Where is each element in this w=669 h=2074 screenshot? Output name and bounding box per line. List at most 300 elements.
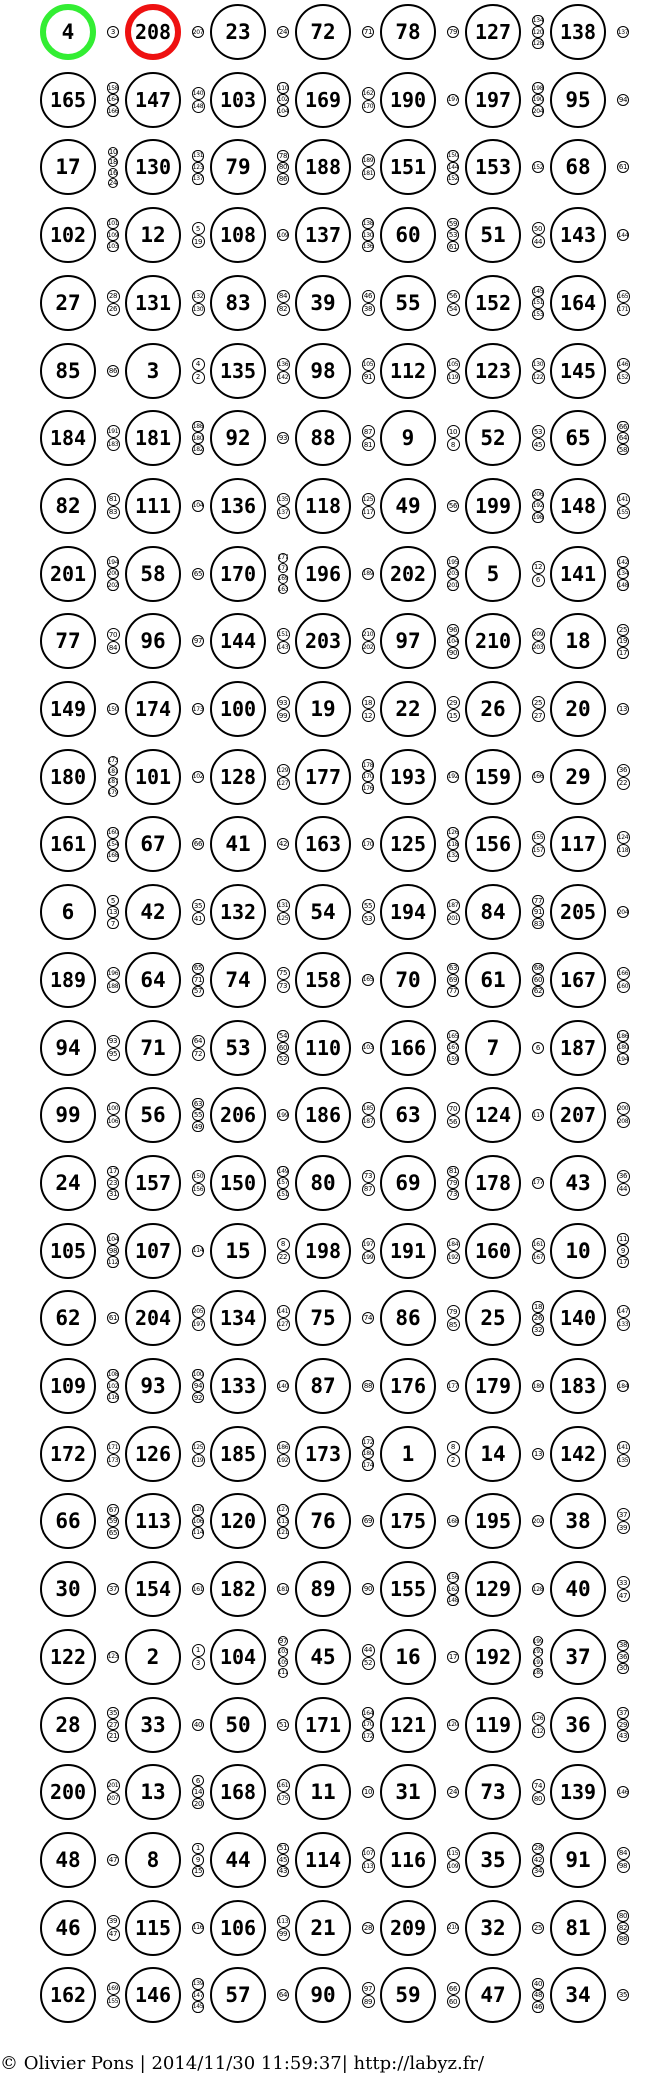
cell-number[interactable]: 174 bbox=[125, 681, 181, 737]
move-hint: 174 bbox=[362, 1459, 374, 1471]
cell-number[interactable]: 125 bbox=[380, 816, 436, 872]
cell-number[interactable]: 160 bbox=[465, 1223, 521, 1279]
cell-number[interactable]: 16 bbox=[380, 1629, 436, 1685]
move-hint: 160 bbox=[107, 827, 119, 839]
cell-number[interactable]: 209 bbox=[380, 1900, 436, 1956]
cell-number[interactable]: 108 bbox=[210, 207, 266, 263]
move-hint: 191 bbox=[532, 1658, 544, 1666]
move-hint: 14 bbox=[193, 1788, 203, 1797]
cell-number[interactable]: 124 bbox=[465, 1087, 521, 1143]
cell-number[interactable]: 147 bbox=[125, 72, 181, 128]
cell-number[interactable]: 150 bbox=[210, 1155, 266, 1211]
cell-number[interactable]: 172 bbox=[40, 1426, 96, 1482]
cell-number[interactable]: 25 bbox=[465, 1290, 521, 1346]
cell-number[interactable]: 109 bbox=[40, 1358, 96, 1414]
cell-number[interactable]: 92 bbox=[210, 410, 266, 466]
cell-number[interactable]: 137 bbox=[295, 207, 351, 263]
cell-number[interactable]: 77 bbox=[40, 613, 96, 669]
cell-number[interactable]: 187 bbox=[550, 1020, 606, 1076]
cell-number[interactable]: 210 bbox=[465, 613, 521, 669]
cell-number[interactable]: 82 bbox=[40, 478, 96, 534]
cell-number[interactable]: 111 bbox=[125, 478, 181, 534]
cell-number[interactable]: 148 bbox=[550, 478, 606, 534]
cell-number[interactable]: 53 bbox=[210, 1020, 266, 1076]
cell-number[interactable]: 85 bbox=[40, 343, 96, 399]
cell-number[interactable]: 13 bbox=[125, 1764, 181, 1820]
move-hint: 124 bbox=[617, 831, 630, 844]
move-hint: 88 bbox=[363, 1382, 373, 1390]
cell-number[interactable]: 195 bbox=[465, 1493, 521, 1549]
move-hint: 52 bbox=[278, 1055, 288, 1063]
cell-number[interactable]: 9 bbox=[380, 410, 436, 466]
cell-number[interactable]: 116 bbox=[380, 1832, 436, 1888]
cell-number[interactable]: 193 bbox=[380, 749, 436, 805]
move-hint: 81 bbox=[362, 438, 375, 451]
cell-number[interactable]: 11 bbox=[295, 1764, 351, 1820]
cell-number[interactable]: 191 bbox=[380, 1223, 436, 1279]
move-hint: 100 bbox=[107, 1102, 120, 1115]
cell-number[interactable]: 163 bbox=[295, 816, 351, 872]
cell-number[interactable]: 154 bbox=[125, 1561, 181, 1617]
cell-number[interactable]: 112 bbox=[380, 343, 436, 399]
cell-number[interactable]: 88 bbox=[295, 410, 351, 466]
cell-number[interactable]: 189 bbox=[40, 952, 96, 1008]
cell-number[interactable]: 186 bbox=[295, 1087, 351, 1143]
move-hint: 93 bbox=[278, 434, 288, 443]
cell-number[interactable]: 15 bbox=[210, 1223, 266, 1279]
cell-number[interactable]: 73 bbox=[465, 1764, 521, 1820]
cell-number[interactable]: 56 bbox=[125, 1087, 181, 1143]
move-hint: 170 bbox=[362, 838, 374, 850]
cell-number[interactable]: 207 bbox=[550, 1087, 606, 1143]
cell-number[interactable]: 122 bbox=[40, 1629, 96, 1685]
cell-number[interactable]: 39 bbox=[295, 275, 351, 331]
move-hint: 181 bbox=[362, 167, 375, 180]
cell-number[interactable]: 50 bbox=[210, 1697, 266, 1753]
cell-number[interactable]: 185 bbox=[210, 1426, 266, 1482]
cell-number[interactable]: 44 bbox=[210, 1832, 266, 1888]
cell-number[interactable]: 135 bbox=[210, 343, 266, 399]
move-hint: 113 bbox=[277, 1915, 290, 1928]
move-hint: 56 bbox=[447, 1115, 460, 1128]
move-hint: 168 bbox=[447, 1515, 459, 1527]
move-hint: 42 bbox=[278, 840, 288, 849]
cell-number[interactable]: 12 bbox=[125, 207, 181, 263]
cell-number[interactable]: 143 bbox=[550, 207, 606, 263]
cell-number[interactable]: 28 bbox=[40, 1697, 96, 1753]
move-hint: 115 bbox=[447, 1847, 460, 1860]
cell-number[interactable]: 151 bbox=[380, 139, 436, 195]
cell-number[interactable]: 201 bbox=[40, 546, 96, 602]
cell-number[interactable]: 182 bbox=[210, 1561, 266, 1617]
move-hint: 64 bbox=[192, 1035, 205, 1048]
move-hint: 130 bbox=[192, 303, 205, 316]
cell-number[interactable]: 94 bbox=[40, 1020, 96, 1076]
move-hint: 150 bbox=[192, 1170, 205, 1183]
cell-number[interactable]: 95 bbox=[550, 72, 606, 128]
cell-number[interactable]: 134 bbox=[210, 1290, 266, 1346]
cell-number[interactable]: 157 bbox=[125, 1155, 181, 1211]
move-hint: 13 bbox=[618, 705, 628, 713]
goal-cell-number[interactable]: 208 bbox=[125, 4, 181, 60]
move-hint: 172 bbox=[362, 1436, 374, 1448]
move-hint: 168 bbox=[107, 850, 119, 862]
cell-number[interactable]: 128 bbox=[210, 749, 266, 805]
cell-number[interactable]: 104 bbox=[210, 1629, 266, 1685]
cell-number[interactable]: 165 bbox=[40, 72, 96, 128]
cell-number[interactable]: 24 bbox=[40, 1155, 96, 1211]
move-hint: 70 bbox=[107, 628, 120, 641]
cell-number[interactable]: 107 bbox=[125, 1223, 181, 1279]
move-hint: 145 bbox=[192, 2001, 204, 2013]
cell-number[interactable]: 145 bbox=[550, 343, 606, 399]
cell-number[interactable]: 86 bbox=[380, 1290, 436, 1346]
cell-number[interactable]: 72 bbox=[295, 4, 351, 60]
move-hint: 129 bbox=[277, 764, 290, 777]
move-hint: 171 bbox=[107, 1441, 120, 1454]
cell-number[interactable]: 70 bbox=[380, 952, 436, 1008]
cell-number[interactable]: 14 bbox=[465, 1426, 521, 1482]
cell-number[interactable]: 179 bbox=[465, 1358, 521, 1414]
move-hint: 135 bbox=[277, 493, 290, 506]
move-hint: 169 bbox=[107, 1982, 120, 1995]
cell-number[interactable]: 38 bbox=[550, 1493, 606, 1549]
cell-number[interactable]: 81 bbox=[550, 1900, 606, 1956]
cell-number[interactable]: 166 bbox=[380, 1020, 436, 1076]
cell-number[interactable]: 204 bbox=[125, 1290, 181, 1346]
move-hint: 180 bbox=[192, 432, 204, 444]
cell-number[interactable]: 106 bbox=[210, 1900, 266, 1956]
cell-number[interactable]: 121 bbox=[380, 1697, 436, 1753]
cell-number[interactable]: 127 bbox=[465, 4, 521, 60]
cell-number[interactable]: 5 bbox=[465, 546, 521, 602]
cell-number[interactable]: 27 bbox=[40, 275, 96, 331]
cell-number[interactable]: 167 bbox=[550, 952, 606, 1008]
cell-number[interactable]: 41 bbox=[210, 816, 266, 872]
cell-number[interactable]: 168 bbox=[210, 1764, 266, 1820]
cell-number[interactable]: 61 bbox=[465, 952, 521, 1008]
cell-number[interactable]: 37 bbox=[550, 1629, 606, 1685]
cell-number[interactable]: 101 bbox=[125, 749, 181, 805]
cell-number[interactable]: 118 bbox=[295, 478, 351, 534]
cell-number[interactable]: 90 bbox=[295, 1967, 351, 2023]
cell-number[interactable]: 183 bbox=[550, 1358, 606, 1414]
start-cell-number[interactable]: 4 bbox=[40, 4, 96, 60]
cell-number[interactable]: 196 bbox=[295, 546, 351, 602]
cell-number[interactable]: 64 bbox=[125, 952, 181, 1008]
cell-number[interactable]: 76 bbox=[295, 1493, 351, 1549]
cell-number[interactable]: 149 bbox=[40, 681, 96, 737]
move-hint: 130 bbox=[532, 358, 545, 371]
cell-number[interactable]: 123 bbox=[465, 343, 521, 399]
cell-number[interactable]: 205 bbox=[550, 884, 606, 940]
move-hint: 165 bbox=[447, 1030, 459, 1042]
cell-number[interactable]: 114 bbox=[295, 1832, 351, 1888]
move-hint: 119 bbox=[192, 1454, 205, 1467]
cell-number[interactable]: 136 bbox=[210, 478, 266, 534]
move-hint: 152 bbox=[532, 161, 544, 173]
cell-number[interactable]: 32 bbox=[465, 1900, 521, 1956]
cell-number[interactable]: 133 bbox=[210, 1358, 266, 1414]
cell-number[interactable]: 54 bbox=[295, 884, 351, 940]
cell-number[interactable]: 102 bbox=[40, 207, 96, 263]
cell-number[interactable]: 175 bbox=[380, 1493, 436, 1549]
cell-number[interactable]: 30 bbox=[40, 1561, 96, 1617]
cell-number[interactable]: 153 bbox=[465, 139, 521, 195]
move-hint: 120 bbox=[192, 1504, 204, 1516]
move-hint: 127 bbox=[277, 777, 290, 790]
move-hint: 103 bbox=[362, 1042, 374, 1054]
cell-number[interactable]: 93 bbox=[125, 1358, 181, 1414]
cell-number[interactable]: 115 bbox=[125, 1900, 181, 1956]
move-hint: 61 bbox=[618, 163, 628, 172]
cell-number[interactable]: 26 bbox=[465, 681, 521, 737]
cell-number[interactable]: 74 bbox=[210, 952, 266, 1008]
move-hint: 142 bbox=[277, 371, 290, 384]
cell-number[interactable]: 80 bbox=[295, 1155, 351, 1211]
cell-number[interactable]: 60 bbox=[380, 207, 436, 263]
cell-number[interactable]: 7 bbox=[465, 1020, 521, 1076]
move-hint: 201 bbox=[447, 912, 460, 925]
cell-number[interactable]: 131 bbox=[125, 275, 181, 331]
cell-number[interactable]: 17 bbox=[40, 139, 96, 195]
move-hint: 97 bbox=[278, 1637, 288, 1646]
cell-number[interactable]: 20 bbox=[550, 681, 606, 737]
move-hint: 15 bbox=[193, 1867, 203, 1876]
cell-number[interactable]: 49 bbox=[380, 478, 436, 534]
cell-number[interactable]: 132 bbox=[210, 884, 266, 940]
cell-number[interactable]: 117 bbox=[550, 816, 606, 872]
cell-number[interactable]: 10 bbox=[550, 1223, 606, 1279]
cell-number[interactable]: 129 bbox=[465, 1561, 521, 1617]
cell-number[interactable]: 97 bbox=[380, 613, 436, 669]
cell-number[interactable]: 78 bbox=[380, 4, 436, 60]
move-hint: 177 bbox=[447, 1380, 459, 1392]
move-hint: 120 bbox=[447, 1719, 459, 1731]
cell-number[interactable]: 55 bbox=[380, 275, 436, 331]
move-hint: 73 bbox=[277, 980, 290, 993]
move-hint: 90 bbox=[363, 1585, 373, 1594]
cell-number[interactable]: 22 bbox=[380, 681, 436, 737]
cell-number[interactable]: 126 bbox=[125, 1426, 181, 1482]
cell-number[interactable]: 184 bbox=[40, 410, 96, 466]
move-hint: 2 bbox=[447, 1454, 460, 1467]
move-hint: 195 bbox=[447, 556, 459, 568]
cell-number[interactable]: 65 bbox=[550, 410, 606, 466]
cell-number[interactable]: 51 bbox=[465, 207, 521, 263]
cell-number[interactable]: 192 bbox=[465, 1629, 521, 1685]
move-hint: 22 bbox=[617, 777, 630, 790]
move-hint: 104 bbox=[107, 1233, 119, 1245]
cell-number[interactable]: 42 bbox=[125, 884, 181, 940]
cell-number[interactable]: 178 bbox=[465, 1155, 521, 1211]
cell-number[interactable]: 100 bbox=[210, 681, 266, 737]
cell-number[interactable]: 110 bbox=[295, 1020, 351, 1076]
move-hint: 65 bbox=[193, 964, 203, 973]
cell-number[interactable]: 170 bbox=[210, 546, 266, 602]
cell-number[interactable]: 33 bbox=[125, 1697, 181, 1753]
move-hint: 157 bbox=[532, 844, 545, 857]
move-hint: 36 bbox=[618, 1652, 628, 1661]
cell-number[interactable]: 146 bbox=[125, 1967, 181, 2023]
move-hint: 16 bbox=[108, 168, 118, 177]
cell-number[interactable]: 66 bbox=[40, 1493, 96, 1549]
cell-number[interactable]: 152 bbox=[465, 275, 521, 331]
cell-number[interactable]: 198 bbox=[295, 1223, 351, 1279]
cell-number[interactable]: 45 bbox=[295, 1629, 351, 1685]
cell-number[interactable]: 59 bbox=[380, 1967, 436, 2023]
move-hint: 188 bbox=[192, 421, 204, 433]
cell-number[interactable]: 19 bbox=[295, 681, 351, 737]
cell-number[interactable]: 130 bbox=[125, 139, 181, 195]
move-hint: 101 bbox=[107, 218, 119, 230]
move-hint: 144 bbox=[617, 229, 629, 241]
move-hint: 200 bbox=[617, 1102, 630, 1115]
cell-number[interactable]: 159 bbox=[465, 749, 521, 805]
cell-number[interactable]: 58 bbox=[125, 546, 181, 602]
cell-number[interactable]: 140 bbox=[550, 1290, 606, 1346]
move-hint: 158 bbox=[107, 82, 119, 94]
cell-number[interactable]: 18 bbox=[550, 613, 606, 669]
cell-number[interactable]: 162 bbox=[40, 1967, 96, 2023]
cell-number[interactable]: 200 bbox=[40, 1764, 96, 1820]
move-hint: 54 bbox=[278, 1032, 288, 1040]
cell-number[interactable]: 194 bbox=[380, 884, 436, 940]
move-hint: 3 bbox=[192, 1657, 205, 1670]
cell-number[interactable]: 47 bbox=[465, 1967, 521, 2023]
move-hint: 199 bbox=[277, 1109, 289, 1121]
cell-number[interactable]: 103 bbox=[210, 72, 266, 128]
cell-number[interactable]: 173 bbox=[295, 1426, 351, 1482]
cell-number[interactable]: 199 bbox=[465, 478, 521, 534]
move-hint: 13 bbox=[108, 908, 118, 917]
cell-number[interactable]: 156 bbox=[465, 816, 521, 872]
cell-number[interactable]: 177 bbox=[295, 749, 351, 805]
cell-number[interactable]: 2 bbox=[125, 1629, 181, 1685]
cell-number[interactable]: 6 bbox=[40, 884, 96, 940]
cell-number[interactable]: 120 bbox=[210, 1493, 266, 1549]
cell-number[interactable]: 21 bbox=[295, 1900, 351, 1956]
cell-number[interactable]: 46 bbox=[40, 1900, 96, 1956]
cell-number[interactable]: 23 bbox=[210, 4, 266, 60]
cell-number[interactable]: 52 bbox=[465, 410, 521, 466]
cell-number[interactable]: 113 bbox=[125, 1493, 181, 1549]
cell-number[interactable]: 40 bbox=[550, 1561, 606, 1617]
cell-number[interactable]: 180 bbox=[40, 749, 96, 805]
cell-number[interactable]: 181 bbox=[125, 410, 181, 466]
cell-number[interactable]: 57 bbox=[210, 1967, 266, 2023]
cell-number[interactable]: 36 bbox=[550, 1697, 606, 1753]
cell-number[interactable]: 144 bbox=[210, 613, 266, 669]
move-hint: 44 bbox=[617, 1183, 630, 1196]
cell-number[interactable]: 87 bbox=[295, 1358, 351, 1414]
cell-number[interactable]: 62 bbox=[40, 1290, 96, 1346]
cell-number[interactable]: 43 bbox=[550, 1155, 606, 1211]
move-hint: 186 bbox=[277, 1441, 290, 1454]
move-hint: 48 bbox=[533, 1991, 543, 2000]
move-hint: 126 bbox=[532, 1712, 545, 1725]
move-hint: 83 bbox=[533, 919, 543, 928]
cell-number[interactable]: 91 bbox=[550, 1832, 606, 1888]
move-hint: 3 bbox=[107, 26, 119, 38]
cell-number[interactable]: 84 bbox=[465, 884, 521, 940]
cell-number[interactable]: 3 bbox=[125, 343, 181, 399]
move-hint: 153 bbox=[532, 309, 544, 321]
move-hint: 45 bbox=[532, 438, 545, 451]
move-hint: 79 bbox=[448, 28, 458, 36]
cell-number[interactable]: 68 bbox=[550, 139, 606, 195]
cell-number[interactable]: 8 bbox=[125, 1832, 181, 1888]
cell-number[interactable]: 169 bbox=[295, 72, 351, 128]
cell-number[interactable]: 171 bbox=[295, 1697, 351, 1753]
move-hint: 87 bbox=[362, 1183, 375, 1196]
cell-number[interactable]: 105 bbox=[40, 1223, 96, 1279]
cell-number[interactable]: 99 bbox=[40, 1087, 96, 1143]
cell-number[interactable]: 139 bbox=[550, 1764, 606, 1820]
move-hint: 165 bbox=[362, 974, 374, 986]
cell-number[interactable]: 35 bbox=[465, 1832, 521, 1888]
cell-number[interactable]: 155 bbox=[380, 1561, 436, 1617]
cell-number[interactable]: 164 bbox=[550, 275, 606, 331]
cell-number[interactable]: 188 bbox=[295, 139, 351, 195]
cell-number[interactable]: 34 bbox=[550, 1967, 606, 2023]
cell-number[interactable]: 89 bbox=[295, 1561, 351, 1617]
move-hint: 17 bbox=[108, 1167, 118, 1176]
cell-number[interactable]: 1 bbox=[380, 1426, 436, 1482]
move-hint: 73 bbox=[362, 1170, 375, 1183]
cell-number[interactable]: 203 bbox=[295, 613, 351, 669]
move-hint: 207 bbox=[192, 26, 204, 38]
move-hint: 137 bbox=[192, 173, 204, 185]
cell-number[interactable]: 67 bbox=[125, 816, 181, 872]
cell-number[interactable]: 29 bbox=[550, 749, 606, 805]
cell-number[interactable]: 141 bbox=[550, 546, 606, 602]
move-hint: 53 bbox=[448, 231, 458, 240]
cell-number[interactable]: 71 bbox=[125, 1020, 181, 1076]
cell-number[interactable]: 63 bbox=[380, 1087, 436, 1143]
cell-number[interactable]: 202 bbox=[380, 546, 436, 602]
cell-number[interactable]: 190 bbox=[380, 72, 436, 128]
move-hint: 114 bbox=[192, 1245, 204, 1257]
move-hint: 109 bbox=[277, 229, 289, 241]
cell-number[interactable]: 197 bbox=[465, 72, 521, 128]
cell-number[interactable]: 206 bbox=[210, 1087, 266, 1143]
cell-number[interactable]: 98 bbox=[295, 343, 351, 399]
cell-number[interactable]: 142 bbox=[550, 1426, 606, 1482]
cell-number[interactable]: 31 bbox=[380, 1764, 436, 1820]
cell-number[interactable]: 83 bbox=[210, 275, 266, 331]
move-hint: 8 bbox=[447, 438, 460, 451]
move-hint: 187 bbox=[107, 778, 119, 786]
cell-number[interactable]: 161 bbox=[40, 816, 96, 872]
move-hint: 185 bbox=[532, 1669, 544, 1677]
move-hint: 28 bbox=[533, 1844, 543, 1853]
cell-number[interactable]: 69 bbox=[380, 1155, 436, 1211]
cell-number[interactable]: 176 bbox=[380, 1358, 436, 1414]
move-hint: 119 bbox=[447, 371, 460, 384]
cell-number[interactable]: 48 bbox=[40, 1832, 96, 1888]
cell-number[interactable]: 96 bbox=[125, 613, 181, 669]
cell-number[interactable]: 75 bbox=[295, 1290, 351, 1346]
move-hint: 40 bbox=[193, 1720, 203, 1729]
cell-number[interactable]: 79 bbox=[210, 139, 266, 195]
cell-number[interactable]: 119 bbox=[465, 1697, 521, 1753]
move-hint: 193 bbox=[532, 1648, 544, 1656]
move-hint: 78 bbox=[278, 151, 288, 160]
cell-number[interactable]: 138 bbox=[550, 4, 606, 60]
move-hint: 154 bbox=[107, 839, 119, 851]
cell-number[interactable]: 158 bbox=[295, 952, 351, 1008]
